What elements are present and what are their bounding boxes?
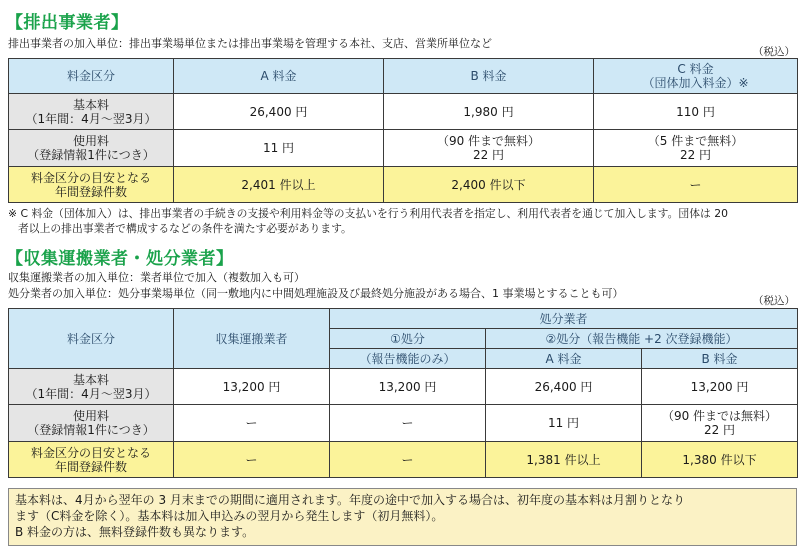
cell-collector-volume: ー xyxy=(174,442,330,478)
header-disposer: 処分業者 xyxy=(330,309,798,329)
info-box-line3: B 料金の方は、無料登録件数も異なります。 xyxy=(15,525,255,539)
table-row xyxy=(9,442,798,478)
cell-b-usage-price: 22 円 xyxy=(703,423,736,437)
cell-b-usage-price: 22 円 xyxy=(472,148,505,162)
table-row xyxy=(9,94,798,130)
header-collector: 収集運搬業者 xyxy=(174,309,330,369)
row-label-line1: 基本料 xyxy=(72,97,109,112)
row-label-usage xyxy=(9,130,174,167)
section2-tax-note: （税込） xyxy=(753,295,795,307)
header-a-fee: A 料金 xyxy=(486,349,642,369)
cell-a-volume: 2,401 件以上 xyxy=(174,167,384,203)
discharger-fee-table xyxy=(8,58,798,203)
row-label-line2: （1年間：4月〜翌3月） xyxy=(25,111,157,126)
cell-a-basic: 26,400 円 xyxy=(174,94,384,130)
header-disposal-2: ②処分（報告機能 +2 次登録機能） xyxy=(486,329,798,349)
cell-collector-usage: ー xyxy=(174,405,330,442)
cell-b-basic: 1,980 円 xyxy=(384,94,594,130)
header-fee-class: 料金区分 xyxy=(9,59,174,94)
header-c-fee-line2: （団体加入料金）※ xyxy=(642,76,749,90)
cell-c-usage-free: （5 件まで無料） xyxy=(647,134,744,148)
row-label-line2: 年間登録件数 xyxy=(54,459,127,474)
cell-a-usage: 11 円 xyxy=(174,130,384,167)
section2-unit-note-disposer: 処分業者の加入単位：処分事業場単位（同一敷地内に中間処理施設及び最終処分施設がある場合、1 事業場とすることも可） xyxy=(8,287,624,300)
info-box xyxy=(8,488,797,546)
table-header-row xyxy=(9,309,798,329)
row-label-line2: （登録情報1件につき） xyxy=(27,148,155,162)
cell-disposal1-volume: ー xyxy=(330,442,486,478)
cell-a-basic: 26,400 円 xyxy=(486,369,642,405)
cell-c-volume: ー xyxy=(594,167,798,203)
section1-unit-note: 排出事業者の加入単位：排出事業場単位または排出事業場を管理する本社、支店、営業所単位など xyxy=(8,37,492,50)
info-box-line1: 基本料は、4月から翌年の 3 月末までの期間に適用されます。年度の途中で加入する場合は、初年度の基本料は月割りとなり xyxy=(15,493,685,507)
collector-disposer-fee-table xyxy=(8,308,798,478)
cell-collector-basic: 13,200 円 xyxy=(174,369,330,405)
cell-c-basic: 110 円 xyxy=(594,94,798,130)
header-b-fee: B 料金 xyxy=(642,349,798,369)
section1-footnote-line2: 者以上の排出事業者で構成するなどの条件を満たす必要があります。 xyxy=(18,222,352,235)
cell-b-usage-free: （90 件までは無料） xyxy=(661,409,778,423)
row-label-volume xyxy=(9,167,174,203)
section1-tax-note: （税込） xyxy=(753,46,795,58)
header-disposal-1: ①処分 xyxy=(330,329,486,349)
row-label-line1: 料金区分の目安となる xyxy=(30,170,151,185)
header-a-fee: A 料金 xyxy=(174,59,384,94)
row-label-line2: 年間登録件数 xyxy=(54,184,127,199)
header-c-fee xyxy=(594,59,798,94)
row-label-line1: 使用料 xyxy=(72,409,109,423)
header-fee-class: 料金区分 xyxy=(9,309,174,369)
cell-c-usage xyxy=(594,130,798,167)
row-label-line2: （登録情報1件につき） xyxy=(27,423,155,437)
cell-b-usage xyxy=(642,405,798,442)
cell-disposal1-basic: 13,200 円 xyxy=(330,369,486,405)
row-label-volume xyxy=(9,442,174,478)
cell-b-volume: 2,400 件以下 xyxy=(384,167,594,203)
row-label-line2: （1年間：4月〜翌3月） xyxy=(25,386,157,401)
info-box-line2: ます（C料金を除く）。基本料は加入申込みの翌月から発生します（初月無料）。 xyxy=(15,509,444,523)
row-label-line1: 使用料 xyxy=(72,134,109,148)
row-label-basic xyxy=(9,94,174,130)
table-header-row xyxy=(9,59,798,94)
cell-disposal1-usage: ー xyxy=(330,405,486,442)
row-label-basic xyxy=(9,369,174,405)
cell-a-volume: 1,381 件以上 xyxy=(486,442,642,478)
cell-c-usage-price: 22 円 xyxy=(679,148,712,162)
row-label-line1: 料金区分の目安となる xyxy=(30,445,151,460)
cell-b-volume: 1,380 件以下 xyxy=(642,442,798,478)
cell-a-usage: 11 円 xyxy=(486,405,642,442)
row-label-usage xyxy=(9,405,174,442)
section2-title: 【収集運搬業者・処分業者】 xyxy=(6,249,234,269)
cell-b-usage xyxy=(384,130,594,167)
cell-b-usage-free: （90 件まで無料） xyxy=(436,134,541,148)
header-c-fee-line1: C 料金 xyxy=(677,62,714,76)
table-row xyxy=(9,369,798,405)
row-label-line1: 基本料 xyxy=(72,372,109,387)
section1-footnote-line1: ※ C 料金（団体加入）は、排出事業者の手続きの支援や利用料金等の支払いを行う利用代表者を指定し、利用代表者を通じて加入します。団体は 20 xyxy=(8,207,728,220)
section1-title: 【排出事業者】 xyxy=(6,13,129,33)
section2-unit-note-collector: 収集運搬業者の加入単位：業者単位で加入（複数加入も可） xyxy=(8,271,305,284)
table-row xyxy=(9,167,798,203)
header-disposal-1-sub: （報告機能のみ） xyxy=(330,349,486,369)
table-row xyxy=(9,405,798,442)
header-b-fee: B 料金 xyxy=(384,59,594,94)
cell-b-basic: 13,200 円 xyxy=(642,369,798,405)
table-row xyxy=(9,130,798,167)
